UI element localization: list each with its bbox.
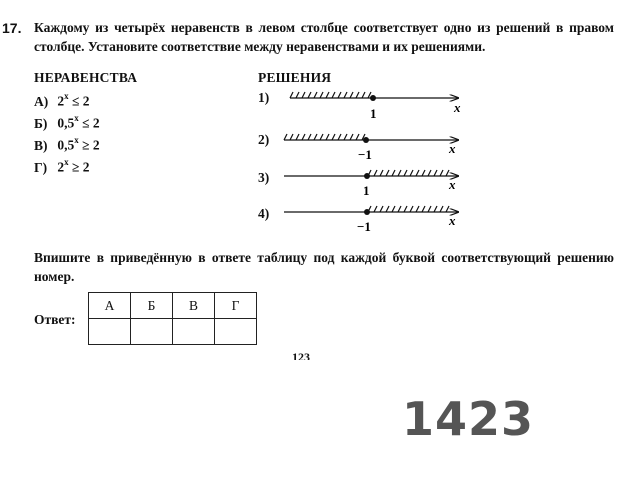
inequality-exponent: x — [64, 91, 69, 101]
problem-number: 17. — [2, 20, 22, 36]
answer-header-v: В — [173, 293, 215, 319]
shading-hatch — [368, 206, 449, 212]
inequality-label: Б) — [34, 115, 48, 131]
point-label: 1 — [370, 106, 377, 121]
point-label: −1 — [357, 219, 371, 234]
page-number: 123 — [292, 350, 310, 360]
inequality-relation: ≤ 2 — [72, 93, 90, 109]
solution-label-1: 1) — [258, 90, 270, 105]
answer-input-row — [89, 319, 257, 345]
inequality-base: 0,5 — [57, 137, 75, 153]
point-label: −1 — [358, 147, 372, 162]
answer-header-a: А — [89, 293, 131, 319]
point-label: 1 — [363, 183, 370, 198]
inequality-label: Г) — [34, 159, 48, 175]
answer-header-b: Б — [131, 293, 173, 319]
inequality-exponent: x — [64, 157, 69, 167]
inequality-exponent: x — [74, 113, 79, 123]
number-line-3 — [284, 170, 458, 198]
axis-variable: x — [449, 177, 456, 192]
inequality-base: 2 — [57, 159, 65, 175]
inequality-relation: ≤ 2 — [82, 115, 100, 131]
answer-table — [88, 292, 257, 345]
boundary-point — [370, 95, 376, 101]
inequalities-heading: НЕРАВЕНСТВА — [34, 70, 138, 85]
shading-hatch — [368, 170, 449, 176]
axis-variable: x — [454, 100, 461, 115]
solution-label-4: 4) — [258, 206, 270, 221]
instruction-text: Впишите в приведённую в ответе таблицу под каждой буквой соответствующий решению номер. — [34, 250, 614, 284]
solutions-heading: РЕШЕНИЯ — [258, 70, 332, 85]
solution-label-2: 2) — [258, 132, 270, 147]
boundary-point — [363, 137, 369, 143]
answer-header-g: Г — [215, 293, 257, 319]
shading-hatch — [284, 134, 365, 140]
inequality-label: В) — [34, 137, 48, 153]
boundary-point — [364, 209, 370, 215]
inequality-relation: ≥ 2 — [82, 137, 100, 153]
axis-variable: x — [449, 141, 456, 156]
inequality-relation: ≥ 2 — [72, 159, 90, 175]
inequality-base: 2 — [57, 93, 65, 109]
answer-cell-g[interactable] — [215, 319, 257, 345]
number-line-2 — [284, 134, 458, 162]
inequality-label: А) — [34, 93, 49, 109]
answer-cell-b[interactable] — [131, 319, 173, 345]
number-line-4 — [284, 206, 458, 234]
inequality-base: 0,5 — [57, 115, 75, 131]
solution-label-3: 3) — [258, 170, 270, 185]
problem-intro: Каждому из четырёх неравенств в левом столбце соответствует одно из решений в правом столбце. Установите соответствие между неравенствами и их решениями. — [34, 20, 614, 54]
answer-cell-a[interactable] — [89, 319, 131, 345]
inequality-exponent: x — [74, 135, 79, 145]
axis-variable: x — [449, 213, 456, 228]
answer-cell-v[interactable] — [173, 319, 215, 345]
shading-hatch — [290, 92, 371, 98]
answer-header-row — [89, 293, 257, 319]
final-answer: 1423 — [402, 392, 535, 446]
answer-label: Ответ: — [34, 312, 76, 327]
boundary-point — [364, 173, 370, 179]
number-line-1 — [290, 92, 461, 121]
